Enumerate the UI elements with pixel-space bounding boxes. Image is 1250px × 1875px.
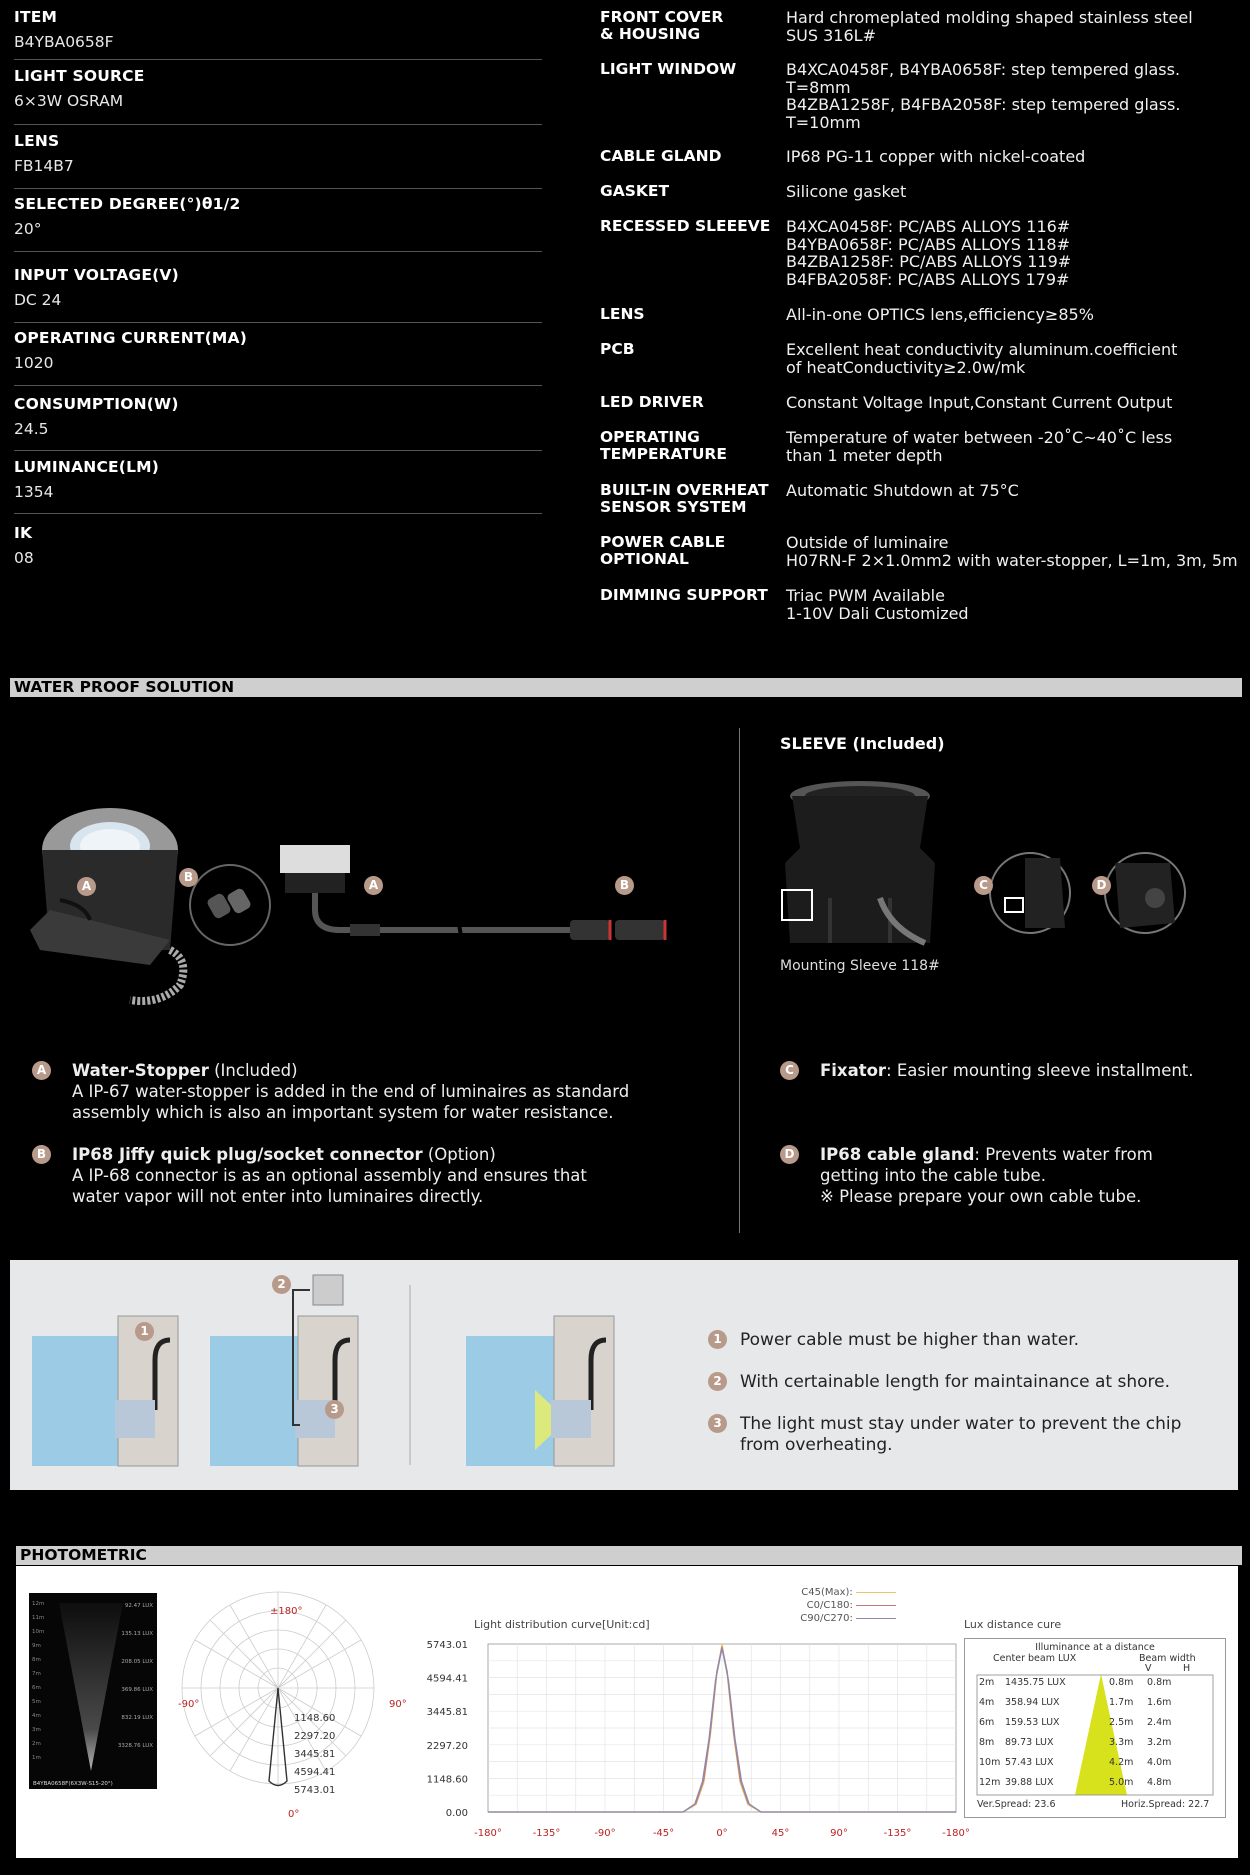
- isolux-distance-label: 6m: [32, 1685, 41, 1691]
- note-d: [784, 1144, 1200, 1207]
- polar-bottom-label: 0°: [288, 1809, 300, 1820]
- photometric-panel: [16, 1566, 1238, 1858]
- lux-value: 89.73 LUX: [1005, 1737, 1054, 1748]
- isolux-lux-label: 369.86 LUX: [121, 1687, 153, 1693]
- legend-label: C0/C180:: [806, 1600, 853, 1611]
- isolux-lux-label: 135.13 LUX: [121, 1631, 153, 1637]
- lux-distance: 6m: [979, 1717, 995, 1728]
- spec-value: Outside of luminaire H07RN-F 2×1.0mm2 with water-stopper, L=1m, 3m, 5m: [786, 533, 1238, 570]
- note-a-text: A IP-67 water-stopper is added in the end of luminaires as standard assembly which is also an important system for water resistance.: [72, 1082, 630, 1122]
- isolux-distance-label: 10m: [32, 1629, 45, 1635]
- polar-tick: 2297.20: [294, 1731, 336, 1742]
- light-distribution-chart: [396, 1636, 976, 1851]
- spec-value: IP68 PG-11 copper with nickel-coated: [786, 147, 1086, 166]
- spec-item: [14, 8, 542, 60]
- spec-value: 24.5: [14, 420, 49, 438]
- spec-label: INPUT VOLTAGE(V): [14, 266, 179, 284]
- x-tick-label: -135°: [883, 1828, 912, 1839]
- spec-value: DC 24: [14, 291, 62, 309]
- beam-h: 1.6m: [1147, 1697, 1172, 1708]
- spec-label: LED DRIVER: [600, 393, 704, 411]
- isolux-distance-label: 11m: [32, 1615, 45, 1621]
- spec-value: 6×3W OSRAM: [14, 92, 124, 110]
- spec-item: [14, 266, 542, 323]
- note-b-title: IP68 Jiffy quick plug/socket connector: [72, 1145, 423, 1164]
- note-b-text: A IP-68 connector is as an optional assembly and ensures that water vapor will not enter into luminaires directly.: [72, 1166, 587, 1206]
- badge-d-icon: D: [780, 1145, 799, 1164]
- lux-value: 159.53 LUX: [1005, 1717, 1060, 1728]
- lux-header-2: Center beam LUX: [993, 1653, 1077, 1664]
- spec-value: Hard chromeplated molding shaped stainless steel SUS 316L#: [786, 8, 1193, 45]
- lux-value: 39.88 LUX: [1005, 1777, 1054, 1788]
- spec-item: [14, 195, 542, 252]
- x-tick-label: -45°: [652, 1828, 675, 1839]
- sleeve-illustration: [770, 778, 1190, 948]
- isolux-distance-label: 12m: [32, 1601, 45, 1607]
- spec-item: [14, 329, 542, 386]
- spec-value: Triac PWM Available 1-10V Dali Customized: [786, 586, 969, 623]
- legend-swatch: [856, 1605, 896, 1606]
- isolux-distance-label: 2m: [32, 1741, 41, 1747]
- lux-table: [964, 1638, 1226, 1818]
- lux-beam-cone: [965, 1639, 1225, 1817]
- spec-label: LENS: [14, 132, 60, 150]
- spec-label: FRONT COVER & HOUSING: [600, 8, 724, 43]
- hint-text: With certainable length for maintainance at shore.: [740, 1372, 1170, 1392]
- note-a-suffix: (Included): [208, 1061, 298, 1080]
- lux-title: Lux distance cure: [964, 1618, 1062, 1631]
- beam-h: 4.0m: [1147, 1757, 1172, 1768]
- beam-h: 2.4m: [1147, 1717, 1172, 1728]
- spec-value: 20°: [14, 220, 42, 238]
- beam-v: 1.7m: [1109, 1697, 1134, 1708]
- spec-label: PCB: [600, 340, 635, 358]
- section-bar-waterproof: WATER PROOF SOLUTION: [10, 678, 1242, 697]
- spec-item: [14, 458, 542, 514]
- spec-value: B4YBA0658F: [14, 33, 114, 51]
- polar-tick: 5743.01: [294, 1785, 336, 1796]
- isolux-distance-label: 9m: [32, 1643, 41, 1649]
- legend-item: [776, 1612, 896, 1625]
- spec-label: LENS: [600, 305, 645, 323]
- y-tick-label: 3445.81: [426, 1707, 468, 1719]
- note-c-text: : Easier mounting sleeve installment.: [886, 1061, 1194, 1080]
- isolux-diagram: [29, 1593, 157, 1789]
- lux-distance: 4m: [979, 1697, 995, 1708]
- beam-v: 5.0m: [1109, 1777, 1134, 1788]
- badge-3-icon: 3: [708, 1414, 727, 1433]
- note-d-title: IP68 cable gland: [820, 1145, 975, 1164]
- ver-spread: Ver.Spread: 23.6: [977, 1799, 1056, 1810]
- x-tick-label: 90°: [830, 1828, 848, 1839]
- beam-h: 0.8m: [1147, 1677, 1172, 1688]
- isolux-distance-label: 3m: [32, 1727, 41, 1733]
- spec-value: B4XCA0458F, B4YBA0658F: step tempered glass. T=8mm B4ZBA1258F, B4FBA2058F: step tempered glass. T=10mm: [786, 60, 1181, 132]
- legend-item: [776, 1599, 896, 1612]
- badge-1-icon: 1: [135, 1322, 154, 1341]
- spec-label: SELECTED DEGREE(°)θ1/2: [14, 195, 241, 213]
- badge-a-icon: A: [364, 876, 383, 895]
- isolux-lux-label: 832.19 LUX: [121, 1715, 153, 1721]
- legend-label: C90/C270:: [800, 1613, 853, 1624]
- spec-label: LIGHT WINDOW: [600, 60, 737, 78]
- hint-1: [713, 1330, 1210, 1350]
- polar-top-label: ±180°: [270, 1606, 303, 1617]
- spec-label: IK: [14, 524, 33, 542]
- legend-item: [776, 1586, 896, 1599]
- isolux-model: B4YBA0658F(6X3W-S15-20°): [33, 1781, 113, 1787]
- polar-tick: 4594.41: [294, 1767, 336, 1778]
- x-tick-label: -90°: [594, 1828, 616, 1839]
- polar-left-label: -90°: [178, 1699, 200, 1710]
- spec-label: CONSUMPTION(W): [14, 395, 179, 413]
- isolux-distance-label: 7m: [32, 1671, 41, 1677]
- beam-v: 4.2m: [1109, 1757, 1134, 1768]
- spec-item: [14, 524, 542, 574]
- isolux-distance-label: 8m: [32, 1657, 41, 1663]
- beam-v: 2.5m: [1109, 1717, 1134, 1728]
- isolux-distance-label: 1m: [32, 1755, 41, 1761]
- vertical-divider: [739, 728, 740, 1233]
- installation-illustration: [10, 1260, 650, 1490]
- badge-a-icon: A: [77, 877, 96, 896]
- badge-2-icon: 2: [708, 1372, 727, 1391]
- polar-tick: 1148.60: [294, 1713, 336, 1724]
- spec-label: GASKET: [600, 182, 670, 200]
- spec-item: [14, 132, 542, 189]
- spec-label: LIGHT SOURCE: [14, 67, 145, 85]
- spec-item: [14, 395, 542, 451]
- lux-value: 358.94 LUX: [1005, 1697, 1060, 1708]
- isolux-lux-label: 208.05 LUX: [121, 1659, 153, 1665]
- spec-label: ITEM: [14, 8, 58, 26]
- hint-2: [713, 1372, 1210, 1392]
- lux-header-h: H: [1183, 1663, 1191, 1674]
- beam-h: 3.2m: [1147, 1737, 1172, 1748]
- isolux-distance-label: 5m: [32, 1699, 41, 1705]
- badge-3-icon: 3: [325, 1400, 344, 1419]
- spec-value: 1354: [14, 483, 54, 501]
- note-a-title: Water-Stopper: [72, 1061, 209, 1080]
- isolux-distance-label: 4m: [32, 1713, 41, 1719]
- lux-distance: 8m: [979, 1737, 995, 1748]
- lux-header-v: V: [1145, 1663, 1152, 1674]
- spec-value: Silicone gasket: [786, 182, 907, 201]
- spec-label: CABLE GLAND: [600, 147, 722, 165]
- curve-legend: [776, 1586, 896, 1625]
- legend-label: C45(Max):: [801, 1587, 853, 1598]
- hint-text: Power cable must be higher than water.: [740, 1330, 1080, 1350]
- spec-item: [14, 67, 542, 125]
- spec-label: LUMINANCE(LM): [14, 458, 160, 476]
- badge-d-icon: D: [1092, 876, 1111, 895]
- lux-value: 57.43 LUX: [1005, 1757, 1054, 1768]
- beam-v: 3.3m: [1109, 1737, 1134, 1748]
- note-b: [36, 1144, 632, 1207]
- spec-value: B4XCA0458F: PC/ABS ALLOYS 116# B4YBA0658F: PC/ABS ALLOYS 118# B4ZBA1258F: PC/ABS ALLOYS 119# B4FBA2058F: PC/ABS ALLOYS 179#: [786, 217, 1072, 289]
- badge-c-icon: C: [974, 876, 993, 895]
- note-c-title: Fixator: [820, 1061, 887, 1080]
- spec-value: 1020: [14, 354, 54, 372]
- lux-distance: 2m: [979, 1677, 995, 1688]
- lux-header-1: Illuminance at a distance: [1035, 1642, 1155, 1653]
- x-tick-label: 0°: [716, 1828, 728, 1839]
- sleeve-title: SLEEVE (Included): [780, 734, 945, 753]
- legend-swatch: [856, 1592, 896, 1593]
- lux-distance: 12m: [979, 1777, 1001, 1788]
- spec-label: BUILT-IN OVERHEAT SENSOR SYSTEM: [600, 481, 769, 516]
- polar-right-label: 90°: [389, 1699, 407, 1710]
- badge-a-icon: A: [32, 1061, 51, 1080]
- lux-value: 1435.75 LUX: [1005, 1677, 1066, 1688]
- badge-2-icon: 2: [272, 1275, 291, 1294]
- x-tick-label: -180°: [474, 1828, 502, 1839]
- spec-value: All-in-one OPTICS lens,efficiency≥85%: [786, 305, 1094, 324]
- legend-swatch: [856, 1618, 896, 1619]
- note-b-suffix: (Option): [422, 1145, 496, 1164]
- badge-c-icon: C: [780, 1061, 799, 1080]
- x-tick-label: -135°: [532, 1828, 561, 1839]
- note-c: [785, 1060, 1240, 1081]
- note-d-text: : Prevents water from getting into the cable tube.: [820, 1145, 1153, 1185]
- badge-b-icon: B: [615, 876, 634, 895]
- horiz-spread: Horiz.Spread: 22.7: [1121, 1799, 1210, 1810]
- sleeve-caption: Mounting Sleeve 118#: [780, 958, 940, 974]
- spec-label: OPERATING TEMPERATURE: [600, 428, 727, 463]
- beam-v: 0.8m: [1109, 1677, 1134, 1688]
- lux-header-3: Beam width: [1139, 1653, 1196, 1664]
- y-tick-label: 4594.41: [426, 1673, 468, 1685]
- lux-distance: 10m: [979, 1757, 1001, 1768]
- hint-3: [713, 1414, 1210, 1456]
- beam-h: 4.8m: [1147, 1777, 1172, 1788]
- spec-label: DIMMING SUPPORT: [600, 586, 768, 604]
- spec-label: POWER CABLE OPTIONAL: [600, 533, 726, 568]
- luminaire-illustration: [30, 790, 730, 1020]
- isolux-lux-label: 92.47 LUX: [124, 1603, 153, 1609]
- note-d-extra: ※ Please prepare your own cable tube.: [820, 1187, 1142, 1206]
- spec-value: Constant Voltage Input,Constant Current Output: [786, 393, 1173, 412]
- spec-value: Excellent heat conductivity aluminum.coefficient of heatConductivity≥2.0w/mk: [786, 340, 1178, 377]
- y-tick-label: 1148.60: [426, 1774, 468, 1786]
- spec-value: 08: [14, 549, 34, 567]
- spec-label: RECESSED SLEEEVE: [600, 217, 771, 235]
- spec-value: Temperature of water between -20˚C~40˚C less than 1 meter depth: [786, 428, 1173, 465]
- badge-b-icon: B: [32, 1145, 51, 1164]
- isolux-lux-label: 3328.76 LUX: [117, 1743, 153, 1749]
- y-tick-label: 5743.01: [426, 1640, 468, 1651]
- section-bar-photometric: PHOTOMETRIC: [16, 1546, 1242, 1565]
- curve-title: Light distribution curve[Unit:cd]: [474, 1618, 650, 1631]
- badge-b-icon: B: [179, 868, 198, 887]
- hint-text: The light must stay under water to prevent the chip from overheating.: [740, 1414, 1182, 1455]
- note-a: [36, 1060, 652, 1123]
- installation-panel: [10, 1260, 1238, 1490]
- x-tick-label: 45°: [771, 1828, 790, 1839]
- x-tick-label: -180°: [942, 1828, 970, 1839]
- polar-tick: 3445.81: [294, 1749, 336, 1760]
- y-tick-label: 2297.20: [426, 1740, 468, 1752]
- spec-value: FB14B7: [14, 157, 74, 175]
- spec-value: Automatic Shutdown at 75°C: [786, 481, 1019, 500]
- y-tick-label: 0.00: [445, 1808, 468, 1819]
- badge-1-icon: 1: [708, 1330, 727, 1349]
- spec-label: OPERATING CURRENT(MA): [14, 329, 248, 347]
